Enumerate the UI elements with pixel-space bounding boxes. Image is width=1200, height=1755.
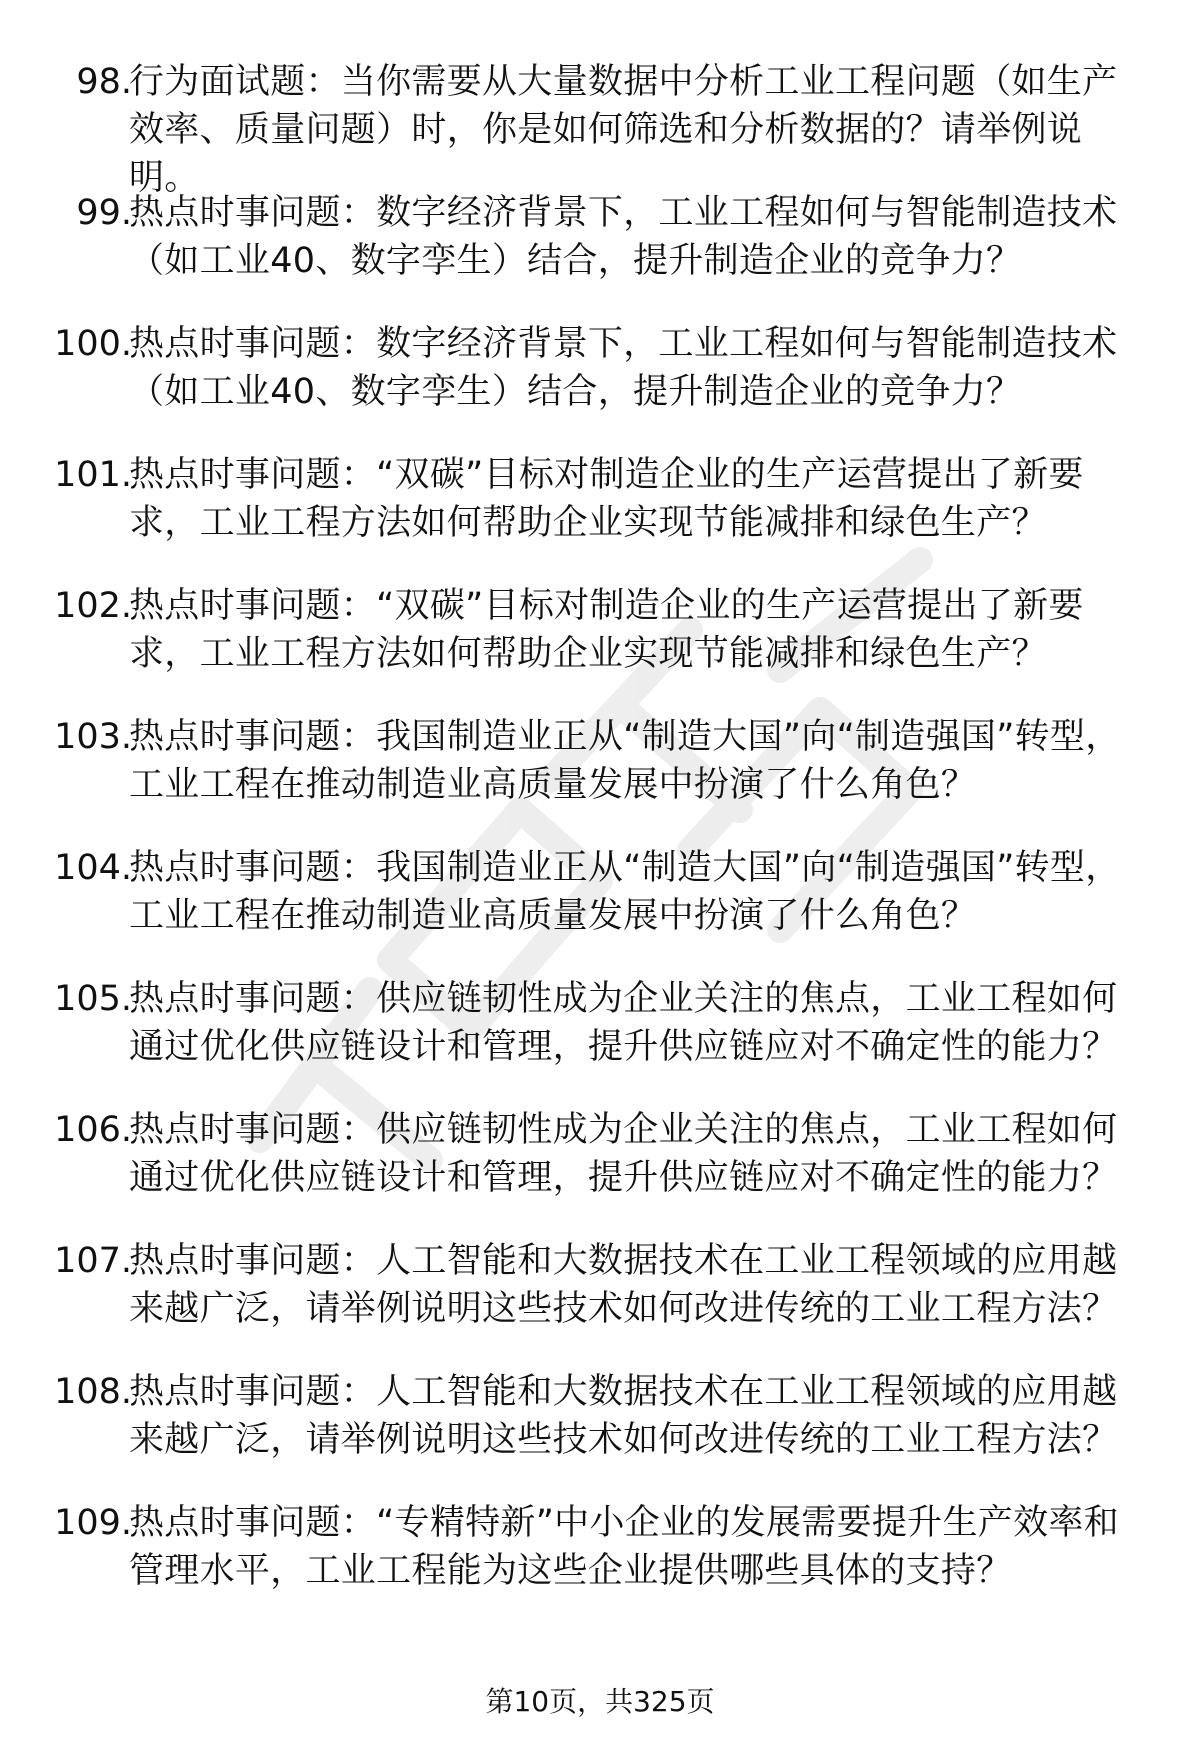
question-text: 热点时事问题：供应链韧性成为企业关注的焦点，工业工程如何通过优化供应链设计和管理，提升供应链应对不确定性的能力？ [129, 979, 1118, 1067]
question-item [0, 844, 1200, 975]
question-text: 热点时事问题：供应链韧性成为企业关注的焦点，工业工程如何通过优化供应链设计和管理，提升供应链应对不确定性的能力？ [129, 1110, 1118, 1198]
question-item [0, 1106, 1200, 1237]
question-item [0, 451, 1200, 582]
question-text: 热点时事问题：数字经济背景下，工业工程如何与智能制造技术（如工业40、数字孪生）结合，提升制造企业的竞争力？ [129, 324, 1118, 412]
question-number: 100. [54, 324, 132, 364]
question-number: 102. [54, 586, 132, 626]
question-item [0, 189, 1200, 320]
question-number: 101. [54, 455, 132, 495]
question-text: 行为面试题：当你需要从大量数据中分析工业工程问题（如生产效率、质量问题）时，你是如何筛选和分析数据的？请举例说明。 [129, 62, 1118, 198]
page-footer: 第10页，共325页 [485, 1685, 715, 1718]
question-text: 热点时事问题：“双碳”目标对制造企业的生产运营提出了新要求，工业工程方法如何帮助企业实现节能减排和绿色生产？ [129, 586, 1084, 674]
question-item [0, 58, 1200, 198]
question-number: 108. [54, 1372, 132, 1412]
question-number: 104. [54, 848, 132, 888]
question-number: 106. [54, 1110, 132, 1150]
question-number: 103. [54, 717, 132, 757]
question-item [0, 713, 1200, 844]
question-item [0, 320, 1200, 451]
question-text: 热点时事问题：数字经济背景下，工业工程如何与智能制造技术（如工业40、数字孪生）结合，提升制造企业的竞争力？ [129, 193, 1118, 281]
question-number: 107. [54, 1241, 132, 1281]
question-number: 109. [54, 1503, 132, 1543]
question-text: 热点时事问题：我国制造业正从“制造大国”向“制造强国”转型，工业工程在推动制造业高质量发展中扮演了什么角色？ [129, 717, 1121, 805]
question-item [0, 975, 1200, 1106]
question-list [0, 58, 1200, 1630]
question-text: 热点时事问题：人工智能和大数据技术在工业工程领域的应用越来越广泛，请举例说明这些技术如何改进传统的工业工程方法？ [129, 1241, 1118, 1329]
question-number: 99. [76, 193, 132, 233]
question-number: 98. [76, 62, 132, 102]
question-text: 热点时事问题：“双碳”目标对制造企业的生产运营提出了新要求，工业工程方法如何帮助企业实现节能减排和绿色生产？ [129, 455, 1084, 543]
question-item [0, 1499, 1200, 1630]
question-item [0, 1368, 1200, 1499]
question-item [0, 1237, 1200, 1368]
question-item [0, 582, 1200, 713]
question-text: 热点时事问题：我国制造业正从“制造大国”向“制造强国”转型，工业工程在推动制造业高质量发展中扮演了什么角色？ [129, 848, 1121, 936]
question-text: 热点时事问题：“专精特新”中小企业的发展需要提升生产效率和管理水平，工业工程能为这些企业提供哪些具体的支持？ [129, 1503, 1119, 1591]
question-number: 105. [54, 979, 132, 1019]
question-text: 热点时事问题：人工智能和大数据技术在工业工程领域的应用越来越广泛，请举例说明这些技术如何改进传统的工业工程方法？ [129, 1372, 1118, 1460]
